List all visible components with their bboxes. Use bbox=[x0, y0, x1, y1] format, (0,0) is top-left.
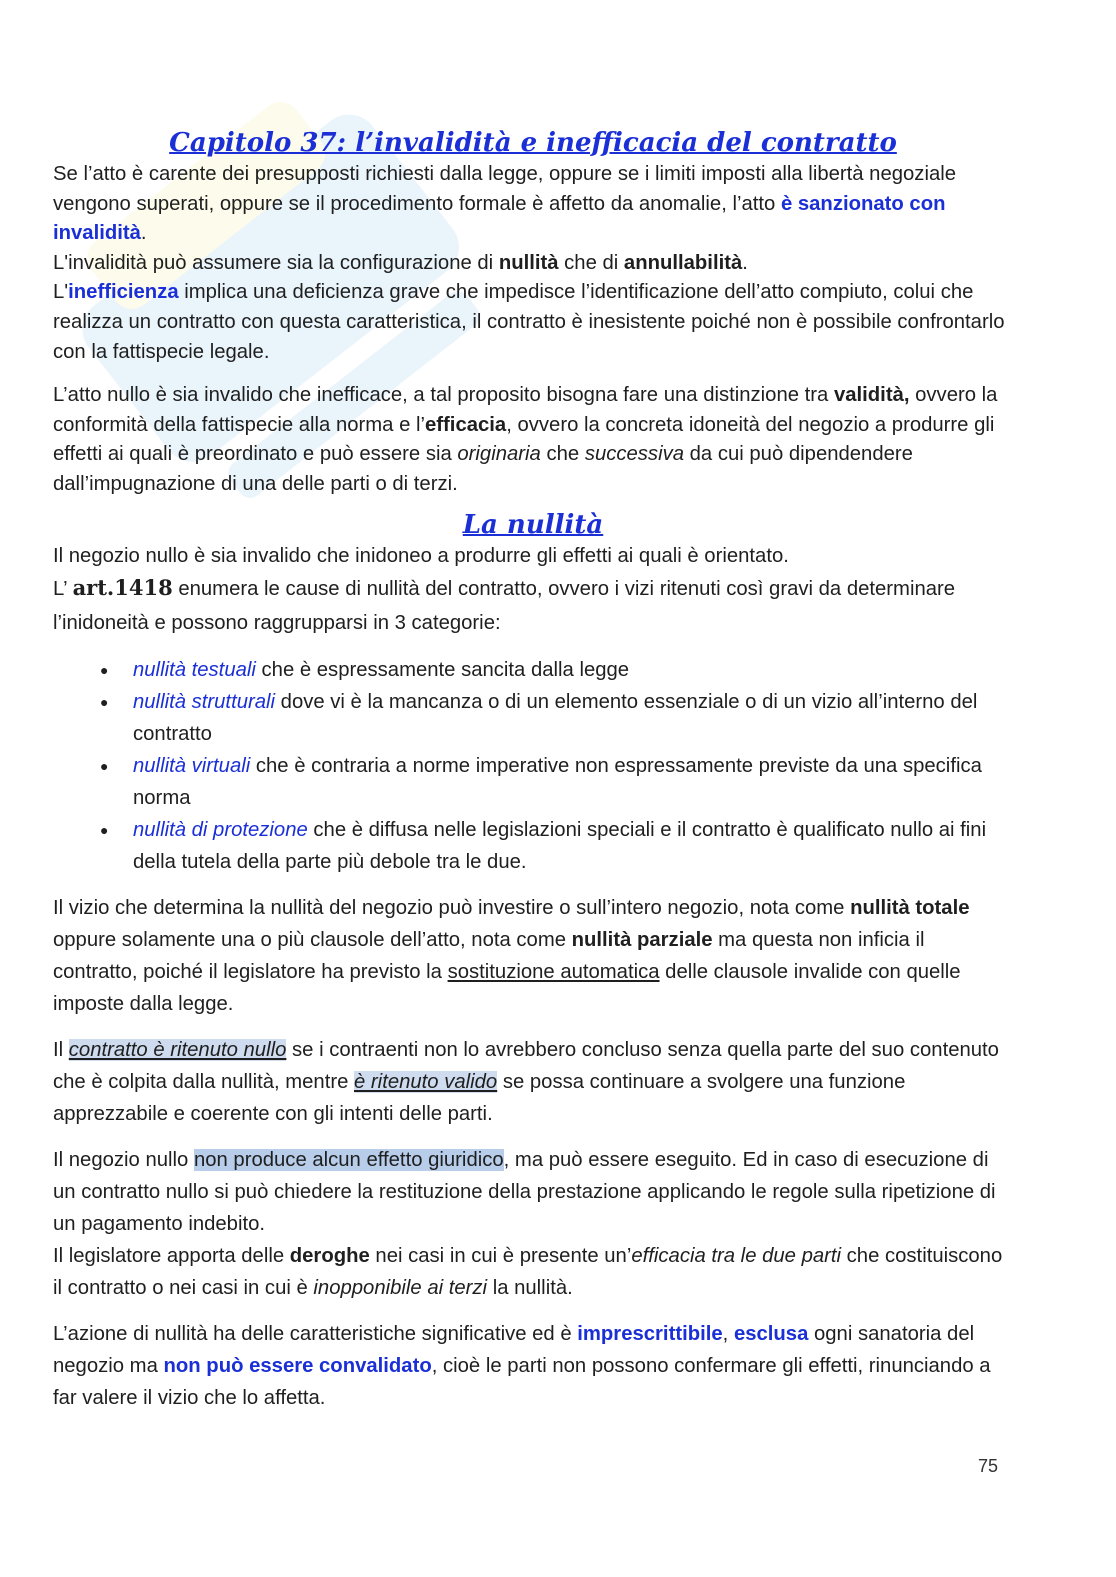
text: Il legislatore apporta delle bbox=[53, 1245, 290, 1268]
law-reference: art.1418 bbox=[72, 575, 173, 601]
text: Il bbox=[53, 1039, 69, 1062]
emphasis: nullità totale bbox=[850, 897, 970, 920]
list-item bbox=[133, 750, 1013, 814]
paragraph-2 bbox=[53, 249, 1013, 279]
paragraph-3 bbox=[53, 278, 1013, 367]
page-number: 75 bbox=[978, 1456, 999, 1476]
text: Il vizio che determina la nullità del negozio può investire o sull’intero negozio, nota come bbox=[53, 897, 851, 920]
underlined-term: sostituzione automatica bbox=[447, 961, 660, 984]
list-text: dove vi è la mancanza o di un elemento essenziale o di un vizio all’interno del contratto bbox=[133, 691, 978, 746]
text: che di bbox=[558, 251, 624, 274]
text: . bbox=[742, 251, 748, 274]
nullity-categories-list bbox=[53, 654, 1013, 878]
paragraph-5: Il negozio nullo è sia invalido che inidoneo a produrre gli effetti ai quali è orientato. bbox=[53, 544, 789, 567]
paragraph-9 bbox=[53, 1144, 1013, 1240]
italic-term: inopponibile ai terzi bbox=[313, 1277, 488, 1300]
text: la nullità. bbox=[487, 1277, 573, 1300]
emphasis: imprescrittibile bbox=[577, 1323, 723, 1346]
text: delle clausole invalide con quelle imposte dalla legge. bbox=[53, 961, 961, 1016]
list-text: che è contraria a norme imperative non espressamente previste da una specifica norma bbox=[133, 755, 982, 810]
text: oppure solamente una o più clausole dell’atto, nota come bbox=[53, 929, 572, 952]
list-text: che è espressamente sancita dalla legge bbox=[255, 659, 630, 682]
chapter-title: Capitolo 37: l’invalidità e inefficacia del contratto bbox=[169, 128, 897, 158]
emphasis: deroghe bbox=[289, 1245, 370, 1268]
emphasis: inefficienza bbox=[68, 281, 179, 304]
text: L' bbox=[53, 281, 69, 304]
paragraph-11 bbox=[53, 1318, 1013, 1414]
paragraph-4 bbox=[53, 381, 1013, 499]
emphasis: validità, bbox=[833, 384, 910, 407]
text: Il negozio nullo bbox=[53, 1149, 194, 1172]
list-item bbox=[133, 814, 1013, 878]
text: , bbox=[722, 1323, 734, 1346]
paragraph-7 bbox=[53, 892, 1013, 1020]
emphasis: nullità bbox=[498, 251, 559, 274]
list-item bbox=[133, 686, 1013, 750]
emphasis: non può essere convalidato bbox=[163, 1355, 432, 1378]
text: se i contraenti non lo avrebbero concluso senza quella parte del suo contenuto che è colpita dalla nullità, mentre bbox=[53, 1039, 999, 1094]
emphasis: nullità parziale bbox=[571, 929, 713, 952]
text: nei casi in cui è presente un’ bbox=[369, 1245, 632, 1268]
text: implica una deficienza grave che impedisce l’identificazione dell’atto compiuto, colui che realizza un contratto con questa caratteristica, il contratto è inesistente poiché non è possibile confrontarlo con la fattispecie legale. bbox=[53, 281, 1005, 363]
emphasis: efficacia bbox=[425, 413, 507, 436]
section-title: La nullità bbox=[462, 509, 604, 540]
text: che costituiscono il contratto o nei casi in cui è bbox=[53, 1245, 1003, 1300]
text: se possa continuare a svolgere una funzione apprezzabile e coerente con gli intenti delle parti. bbox=[53, 1071, 906, 1126]
text: ovvero la conformità della fattispecie alla norma e l’ bbox=[53, 384, 998, 436]
paragraph-10 bbox=[53, 1240, 1013, 1304]
paragraph-1 bbox=[53, 160, 1013, 249]
text: che bbox=[540, 443, 585, 466]
list-term: nullità di protezione bbox=[133, 819, 308, 842]
text: , ovvero la concreta idoneità del negozio a produrre gli effetti ai quali è preordinato e può essere sia bbox=[53, 413, 995, 466]
text: , ma può essere eseguito. Ed in caso di esecuzione di un contratto nullo si può chiedere la restituzione della prestazione applicando le regole sulla ripetizione di un pagamento indebito. bbox=[53, 1149, 996, 1236]
italic-term: successiva bbox=[584, 443, 685, 466]
italic-term: efficacia tra le due parti bbox=[631, 1245, 842, 1268]
text: ma questa non inficia il contratto, poiché il legislatore ha previsto la bbox=[53, 929, 925, 984]
list-term: nullità virtuali bbox=[133, 755, 251, 778]
text: , cioè le parti non possono confermare gli effetti, rinunciando a far valere il vizio che lo affetta. bbox=[53, 1355, 991, 1410]
emphasis: esclusa bbox=[733, 1323, 809, 1346]
list-item bbox=[133, 654, 1013, 686]
text: enumera le cause di nullità del contratto, ovvero i vizi ritenuti così gravi da determinare l’inidoneità e possono raggrupparsi in 3 categorie: bbox=[53, 578, 956, 635]
paragraph-8 bbox=[53, 1034, 1013, 1130]
emphasis: annullabilità bbox=[623, 251, 743, 274]
text: . bbox=[140, 222, 147, 245]
list-term: nullità testuali bbox=[133, 659, 256, 682]
paragraph-6 bbox=[53, 571, 1013, 640]
document-page bbox=[53, 128, 1013, 1428]
text: L’atto nullo è sia invalido che inefficace, a tal proposito bisogna fare una distinzione tra bbox=[53, 384, 834, 407]
list-text: che è diffusa nelle legislazioni speciali e il contratto è qualificato nullo ai fini della tutela della parte più debole tra le due. bbox=[133, 819, 987, 874]
text: Se l’atto è carente dei presupposti richiesti dalla legge, oppure se i limiti imposti alla libertà negoziale vengono superati, oppure se il procedimento formale è affetto da anomalie, l’atto bbox=[53, 163, 957, 215]
text: L’azione di nullità ha delle caratteristiche significative ed è bbox=[53, 1323, 578, 1346]
list-term: nullità strutturali bbox=[133, 691, 276, 714]
italic-term: originaria bbox=[457, 443, 541, 466]
highlighted-term: non produce alcun effetto giuridico bbox=[193, 1149, 504, 1172]
text: da cui può dipendendere dall’impugnazione di una delle parti o di terzi. bbox=[53, 443, 913, 495]
text: L’ bbox=[53, 578, 73, 601]
highlighted-term: è ritenuto valido bbox=[354, 1071, 498, 1094]
emphasis: è sanzionato con invalidità bbox=[53, 192, 946, 245]
highlighted-term: contratto è ritenuto nullo bbox=[68, 1039, 287, 1062]
text: ogni sanatoria del negozio ma bbox=[53, 1323, 975, 1378]
text: L'invalidità può assumere sia la configurazione di bbox=[53, 251, 499, 274]
